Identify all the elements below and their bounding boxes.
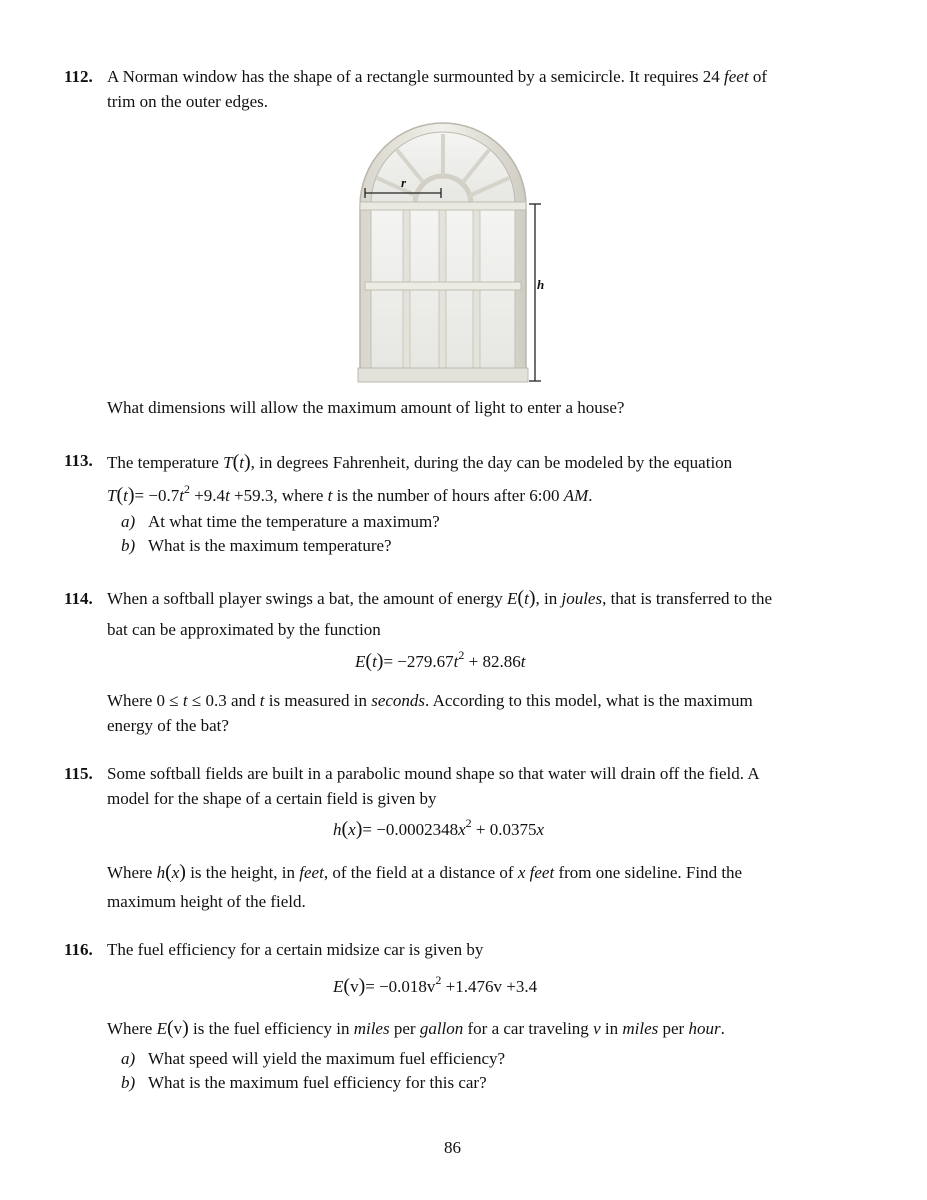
p116-l2-var: v: [173, 1019, 183, 1038]
p113-eq-b: +9.4: [189, 486, 226, 505]
problem-112-line2: trim on the outer edges.: [107, 92, 268, 111]
problem-114-line3: [107, 691, 753, 711]
p114-eq-fn: E: [355, 652, 366, 671]
p113-eq-t2: t: [225, 486, 230, 505]
p116-eq-fn: E: [333, 977, 344, 996]
problem-113-intro: [107, 451, 732, 474]
paren: ): [376, 650, 384, 672]
p113-tail-b: is the number of hours after 6:00: [332, 486, 564, 505]
p114-l3-c: is measured in: [264, 691, 372, 710]
p114-l1-c: , that is transferred to the: [602, 589, 773, 608]
problem-112-number: 112.: [64, 67, 93, 86]
paren: (: [343, 975, 351, 997]
problem-116-equation: [333, 975, 537, 998]
paren: (: [232, 451, 240, 473]
p113-eq-c: +59.3: [229, 486, 274, 505]
p116-eq-c: +3.4: [502, 977, 538, 996]
p116-l2-d: for a car traveling: [463, 1019, 594, 1038]
p115-eq-a: = −0.0002348: [362, 820, 459, 839]
paren: ): [528, 587, 536, 609]
p115-eq-exp: 2: [465, 816, 472, 830]
p113-eq-fn: T: [107, 486, 117, 505]
problem-115-number: 115.: [64, 764, 93, 783]
p114-l3-d: . According to this model, what is the maximum: [425, 691, 753, 710]
window-sill: [358, 368, 528, 382]
p115-l3-a: Where: [107, 863, 157, 882]
p114-eq-t2: t: [520, 652, 526, 671]
page-number: 86: [444, 1138, 461, 1157]
problem-116-number: 116.: [64, 940, 93, 959]
p116-l2-gallon: gallon: [419, 1019, 464, 1038]
p114-l1-var: t: [524, 589, 529, 608]
problem-115-equation: [333, 818, 544, 841]
p113-eq-exp: 2: [183, 482, 190, 496]
problem-113-number: 113.: [64, 451, 93, 470]
window-transom: [360, 202, 526, 210]
paren: ): [355, 818, 363, 840]
p116-l2-g: .: [720, 1019, 725, 1038]
p113-part-b-text: What is the maximum temperature?: [148, 536, 392, 555]
p114-l1-fn: E: [507, 589, 518, 608]
p114-eq-exp: 2: [458, 648, 465, 662]
p115-l3-c: , of the field at a distance of: [323, 863, 518, 882]
p116-l2-a: Where: [107, 1019, 157, 1038]
norman-window-figure: [355, 118, 555, 386]
paren: (: [365, 650, 373, 672]
p113-var: t: [239, 453, 244, 472]
p113-eq-var: t: [123, 486, 128, 505]
problem-115-line1: Some softball fields are built in a parabolic mound shape so that water will drain off the field. A: [107, 764, 760, 783]
p114-l1-joules: joules: [561, 589, 603, 608]
p116-l2-c: per: [389, 1019, 420, 1038]
p114-l3-a: Where 0 ≤: [107, 691, 183, 710]
p113-intro-b: , in degrees Fahrenheit, during the day can be modeled by the equation: [250, 453, 733, 472]
p115-l3-d: from one sideline. Find the: [554, 863, 743, 882]
p112-text-c: of: [748, 67, 767, 86]
p113-part-a-label: a): [121, 512, 136, 531]
p113-tail-t: t: [327, 486, 333, 505]
p115-eq-x2: x: [536, 820, 545, 839]
p113-tail-a: , where: [273, 486, 328, 505]
problem-115-line4: maximum height of the field.: [107, 892, 306, 911]
paren: ): [243, 451, 251, 473]
paren: (: [341, 818, 349, 840]
problem-114-equation: [355, 650, 525, 673]
p116-part-b-label: b): [121, 1073, 136, 1092]
p116-l2-miles: miles: [353, 1019, 390, 1038]
problem-114-number: 114.: [64, 589, 93, 608]
p113-part-a-text: At what time the temperature a maximum?: [148, 512, 440, 531]
p116-eq-v: v: [426, 977, 436, 996]
problem-114-line2: bat can be approximated by the function: [107, 620, 381, 639]
p113-fn: T: [223, 453, 233, 472]
p116-l2-e: in: [600, 1019, 623, 1038]
p116-l2-b: is the fuel efficiency in: [188, 1019, 354, 1038]
p114-eq-t: t: [453, 652, 459, 671]
p116-eq-exp: 2: [435, 973, 442, 987]
p116-l2-f: per: [658, 1019, 689, 1038]
p114-l3-b: ≤ 0.3 and: [187, 691, 260, 710]
p115-eq-var: x: [348, 820, 356, 839]
paren: ): [179, 861, 186, 883]
problem-116-line2: [107, 1017, 725, 1040]
p113-tail-c: .: [588, 486, 593, 505]
paren: (: [165, 861, 172, 883]
p115-l3-feet: feet: [299, 863, 324, 882]
p113-tail-am: AM: [563, 486, 589, 505]
p115-l3-var: x: [171, 863, 180, 882]
paren: (: [517, 587, 525, 609]
problem-113-equation: [107, 484, 593, 507]
p115-l3-x: x feet: [517, 863, 555, 882]
paren: (: [116, 484, 124, 506]
paren: ): [358, 975, 366, 997]
p113-part-b-label: b): [121, 536, 136, 555]
p116-part-a-text: What speed will yield the maximum fuel efficiency?: [148, 1049, 506, 1068]
p112-text-a: A Norman window has the shape of a rectangle surmounted by a semicircle. It requires 24: [107, 67, 725, 86]
p116-l2-v: v: [593, 1019, 601, 1038]
problem-114-line1: [107, 587, 772, 610]
problem-112-line1: [107, 67, 767, 87]
p113-eq-t1: t: [179, 486, 184, 505]
paren: ): [182, 1017, 189, 1039]
problem-112-question: What dimensions will allow the maximum amount of light to enter a house?: [107, 398, 625, 417]
p116-part-b-text: What is the maximum fuel efficiency for this car?: [148, 1073, 487, 1092]
p114-l1-a: When a softball player swings a bat, the amount of energy: [107, 589, 508, 608]
p115-eq-fn: h: [333, 820, 342, 839]
figure-label-r: r: [401, 175, 407, 190]
p115-eq-x: x: [458, 820, 466, 839]
p116-l2-fn: E: [156, 1019, 167, 1038]
p112-text-feet: feet: [724, 67, 749, 86]
p116-eq-b: +1.476: [441, 977, 494, 996]
paren: (: [166, 1017, 174, 1039]
p115-l3-fn: h: [156, 863, 166, 882]
problem-115-line3: [107, 861, 742, 884]
p114-eq-var: t: [372, 652, 377, 671]
paren: ): [127, 484, 135, 506]
p114-l1-b: , in: [535, 589, 562, 608]
p116-l2-hour: hour: [688, 1019, 721, 1038]
problem-116-line1: The fuel efficiency for a certain midsize car is given by: [107, 940, 484, 959]
p113-eq-a: = −0.7: [134, 486, 180, 505]
p115-eq-b: + 0.0375: [471, 820, 537, 839]
p114-l3-seconds: seconds: [371, 691, 426, 710]
problem-114-line4: energy of the bat?: [107, 716, 229, 735]
figure-label-h: h: [537, 277, 545, 292]
p114-eq-b: + 82.86: [464, 652, 521, 671]
p114-l3-t: t: [182, 691, 188, 710]
p115-l3-b: is the height, in: [185, 863, 300, 882]
problem-115-line2: model for the shape of a certain field is given by: [107, 789, 437, 808]
p116-l2-miles2: miles: [622, 1019, 659, 1038]
p116-eq-var: v: [350, 977, 359, 996]
window-middle-rail: [365, 282, 521, 290]
p116-eq-a: = −0.018: [365, 977, 427, 996]
p116-eq-v2: v: [493, 977, 503, 996]
p116-part-a-label: a): [121, 1049, 136, 1068]
p114-l3-t2: t: [259, 691, 265, 710]
p113-intro-a: The temperature: [107, 453, 224, 472]
p114-eq-a: = −279.67: [383, 652, 454, 671]
